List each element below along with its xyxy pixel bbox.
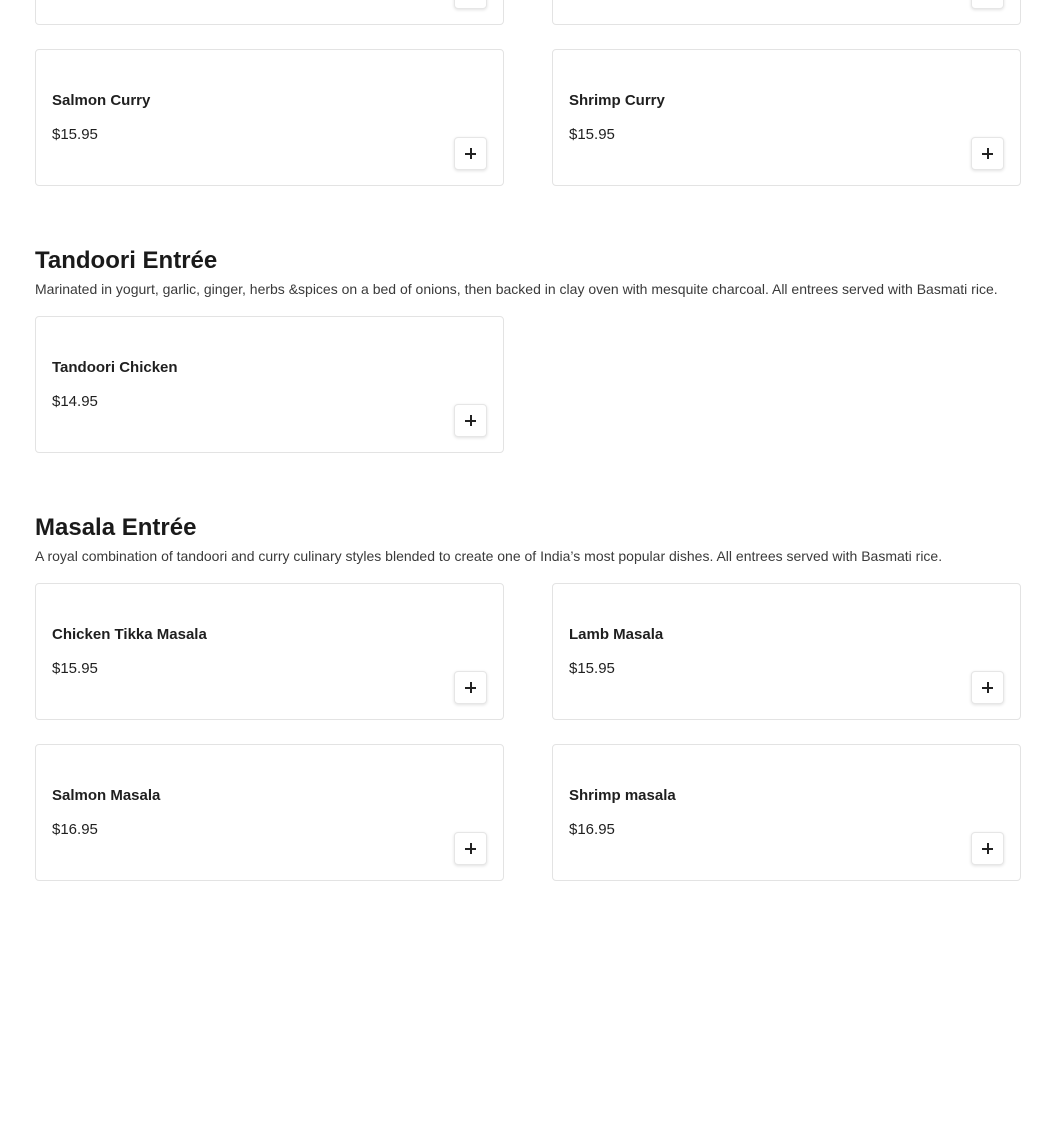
menu-item-name: Tandoori Chicken bbox=[52, 359, 178, 376]
add-item-button[interactable] bbox=[454, 0, 487, 9]
menu-item-card[interactable] bbox=[552, 583, 1021, 720]
add-item-button[interactable] bbox=[971, 0, 1004, 9]
menu-item-name: Shrimp Curry bbox=[569, 92, 665, 109]
menu-item-card[interactable] bbox=[35, 583, 504, 720]
menu-item-price: $15.95 bbox=[569, 126, 615, 143]
section-description: Marinated in yogurt, garlic, ginger, herbs &spices on a bed of onions, then backed in clay oven with mesquite charcoal. All entrees served with Basmati rice. bbox=[35, 281, 998, 297]
add-item-button[interactable] bbox=[454, 832, 487, 865]
add-item-button[interactable] bbox=[454, 137, 487, 170]
menu-item-price: $16.95 bbox=[52, 821, 98, 838]
menu-item-card[interactable] bbox=[35, 49, 504, 186]
menu-item-name: Salmon Masala bbox=[52, 787, 161, 804]
menu-item-name: Shrimp masala bbox=[569, 787, 676, 804]
add-item-button[interactable] bbox=[454, 404, 487, 437]
menu-item-card[interactable] bbox=[35, 744, 504, 881]
menu-item-name: Salmon Curry bbox=[52, 92, 151, 109]
menu-item-price: $15.95 bbox=[569, 660, 615, 677]
add-item-button[interactable] bbox=[454, 671, 487, 704]
plus-icon bbox=[982, 843, 993, 854]
plus-icon bbox=[465, 148, 476, 159]
section-title: Masala Entrée bbox=[35, 514, 197, 541]
menu-item-name: Chicken Tikka Masala bbox=[52, 626, 207, 643]
section-title: Tandoori Entrée bbox=[35, 247, 218, 274]
add-item-button[interactable] bbox=[971, 671, 1004, 704]
menu-item-card[interactable] bbox=[35, 316, 504, 453]
menu-item-price: $15.95 bbox=[52, 126, 98, 143]
menu-item-card-partial[interactable] bbox=[552, 0, 1021, 25]
section-description: A royal combination of tandoori and curry culinary styles blended to create one of India’s most popular dishes. All entrees served with Basmati rice. bbox=[35, 548, 943, 564]
add-item-button[interactable] bbox=[971, 137, 1004, 170]
menu-item-card[interactable] bbox=[552, 744, 1021, 881]
plus-icon bbox=[465, 415, 476, 426]
menu-item-price: $16.95 bbox=[569, 821, 615, 838]
add-item-button[interactable] bbox=[971, 832, 1004, 865]
menu-item-card[interactable] bbox=[552, 49, 1021, 186]
plus-icon bbox=[982, 148, 993, 159]
menu-item-name: Lamb Masala bbox=[569, 626, 664, 643]
plus-icon bbox=[465, 843, 476, 854]
plus-icon bbox=[982, 682, 993, 693]
menu-item-price: $14.95 bbox=[52, 393, 98, 410]
plus-icon bbox=[465, 682, 476, 693]
menu-item-price: $15.95 bbox=[52, 660, 98, 677]
menu-item-card-partial[interactable] bbox=[35, 0, 504, 25]
